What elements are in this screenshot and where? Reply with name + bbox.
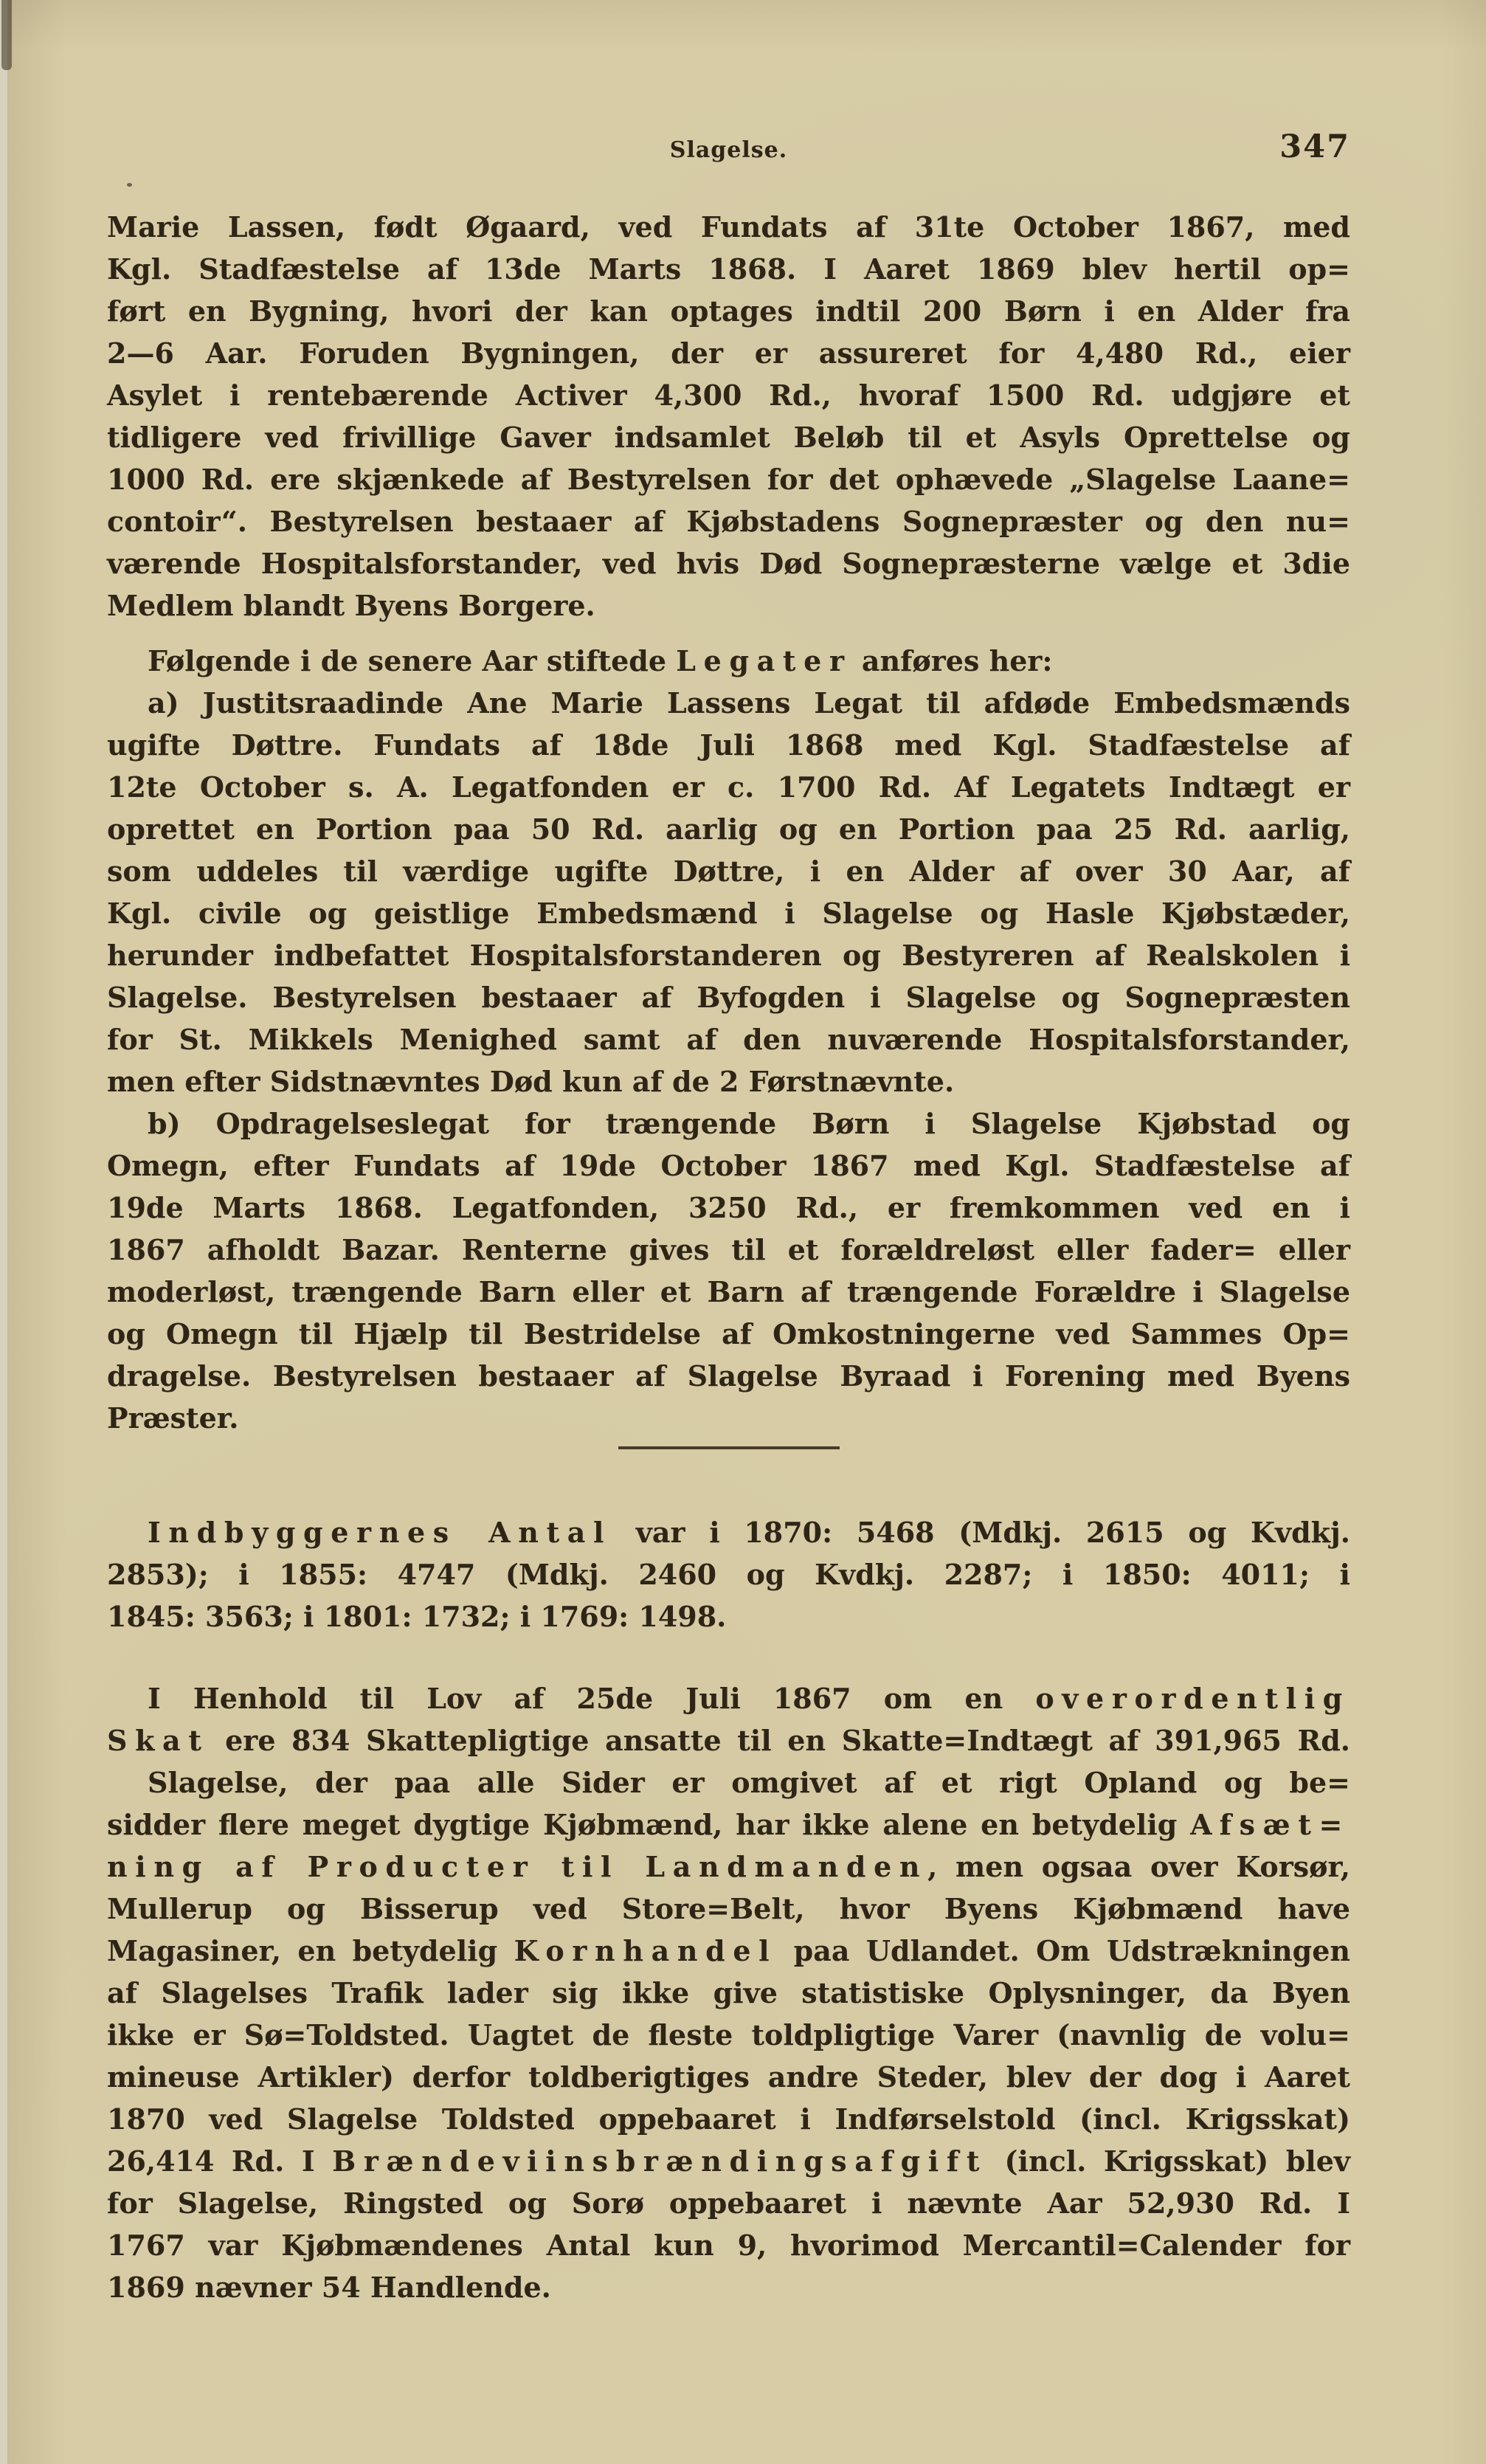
para-legat-a <box>107 682 1350 1102</box>
text-run: a) Justitsraadinde Ane Marie Lassens Legat til afdøde Embedsmænds <box>148 686 1350 719</box>
emphasized-text: Indbyggernes Antal <box>148 1516 612 1549</box>
page-number: 347 <box>1279 128 1350 165</box>
para-asyl-continuation <box>107 206 1350 627</box>
text-run: for St. Mikkels Menighed samt af den nuværende Hospitalsforstander, <box>107 1023 1350 1056</box>
text-run: som uddeles til værdige ugifte Døttre, i en Alder af over 30 Aar, af <box>107 855 1350 888</box>
text-run: Slagelse. Bestyrelsen bestaaer af Byfogden i Slagelse og Sognepræsten <box>107 981 1350 1014</box>
text-run: ugifte Døttre. Fundats af 18de Juli 1868 med Kgl. Stadfæstelse af <box>107 728 1350 762</box>
text-run: mineuse Artikler) derfor toldberigtiges andre Steder, blev der dog i Aaret <box>107 2060 1350 2094</box>
text-run: ikke er Sø=Toldsted. Uagtet de fleste toldpligtige Varer (navnlig de volu= <box>107 2018 1350 2051</box>
text-run: og Omegn til Hjælp til Bestridelse af Omkostningerne ved Sammes Op= <box>107 1317 1350 1350</box>
text-line <box>107 2182 1350 2224</box>
emphasized-text: Legater <box>676 644 852 677</box>
text-run: ført en Bygning, hvori der kan optages indtil 200 Børn i en Alder fra <box>107 294 1350 328</box>
para-population <box>107 1511 1350 1638</box>
text-line <box>107 766 1350 808</box>
text-run: (incl. Krigsskat) blev <box>987 2144 1350 2178</box>
running-head <box>107 128 1350 176</box>
text-line <box>107 416 1350 458</box>
text-line <box>107 1888 1350 1930</box>
text-line <box>107 206 1350 248</box>
text-run: I Henhold til Lov af 25de Juli 1867 om en <box>148 1682 1036 1715</box>
emphasized-text: overordentlig <box>1035 1682 1350 1715</box>
text-run: Kgl. civile og geistlige Embedsmænd i Slagelse og Hasle Kjøbstæder, <box>107 897 1350 930</box>
text-line <box>107 724 1350 766</box>
text-line <box>107 1719 1350 1761</box>
text-run: Præster. <box>107 1401 239 1435</box>
text-line <box>107 584 1350 627</box>
text-line <box>107 976 1350 1018</box>
text-line <box>107 892 1350 934</box>
text-line <box>107 1677 1350 1719</box>
text-run: 1870 ved Slagelse Toldsted oppebaaret i Indførselstold (incl. Krigsskat) <box>107 2102 1350 2136</box>
text-line <box>107 640 1350 682</box>
text-run: 19de Marts 1868. Legatfonden, 3250 Rd., er fremkommen ved en i <box>107 1191 1350 1224</box>
text-line <box>107 682 1350 724</box>
para-trade <box>107 1761 1350 2308</box>
text-line <box>107 1102 1350 1145</box>
text-line <box>107 500 1350 542</box>
text-line <box>107 2014 1350 2056</box>
para-legater-intro <box>107 640 1350 682</box>
text-run: herunder indbefattet Hospitalsforstanderen og Bestyreren af Realskolen i <box>107 939 1350 972</box>
text-run: contoir“. Bestyrelsen bestaaer af Kjøbstadens Sognepræster og den nu= <box>107 505 1350 538</box>
text-run: tidligere ved frivillige Gaver indsamlet Beløb til et Asyls Oprettelse og <box>107 421 1350 454</box>
text-run: 12te October s. A. Legatfonden er c. 1700 Rd. Af Legatets Indtægt er <box>107 770 1350 804</box>
text-run: Marie Lassen, født Øgaard, ved Fundats af 31te October 1867, med <box>107 210 1350 244</box>
text-run: 1869 nævner 54 Handlende. <box>107 2271 551 2304</box>
section-divider <box>618 1446 840 1449</box>
text-run: b) Opdragelseslegat for trængende Børn i Slagelse Kjøbstad og <box>148 1107 1350 1140</box>
text-run: men efter Sidstnævntes Død kun af de 2 Førstnævnte. <box>107 1065 955 1098</box>
emphasized-text: ning af Producter til Landmanden <box>107 1850 928 1883</box>
text-run: af Slagelses Trafik lader sig ikke give statistiske Oplysninger, da Byen <box>107 1976 1350 2009</box>
text-line <box>107 1397 1350 1439</box>
para-tax <box>107 1677 1350 1761</box>
text-line <box>107 2140 1350 2182</box>
text-line <box>107 290 1350 332</box>
text-line <box>107 934 1350 976</box>
text-line <box>107 2224 1350 2266</box>
emphasized-text: Kornhandel <box>514 1934 778 1967</box>
text-run: 1767 var Kjøbmændenes Antal kun 9, hvorimod Mercantil=Calender for <box>107 2229 1350 2262</box>
emphasized-text: Skat <box>107 1724 210 1757</box>
text-line <box>107 1229 1350 1271</box>
text-run: var i 1870: 5468 (Mdkj. 2615 og Kvdkj. <box>612 1516 1350 1549</box>
text-run: 1867 afholdt Bazar. Renterne gives til et forældreløst eller fader= eller <box>107 1233 1350 1266</box>
emphasized-text: Brændeviinsbrændingsafgift <box>332 2144 988 2178</box>
text-line <box>107 542 1350 584</box>
text-run: Slagelse, der paa alle Sider er omgivet af et rigt Opland og be= <box>148 1766 1350 1799</box>
ink-speck <box>127 183 132 187</box>
emphasized-text: Afsæt= <box>1190 1808 1350 1841</box>
text-line <box>107 1187 1350 1229</box>
text-run: dragelse. Bestyrelsen bestaaer af Slagelse Byraad i Forening med Byens <box>107 1359 1350 1393</box>
text-line <box>107 1511 1350 1553</box>
text-line <box>107 458 1350 500</box>
text-line <box>107 808 1350 850</box>
text-run: 1000 Rd. ere skjænkede af Bestyrelsen for det ophævede „Slagelse Laane= <box>107 463 1350 496</box>
text-line <box>107 374 1350 416</box>
text-line <box>107 2098 1350 2140</box>
text-run: Asylet i rentebærende Activer 4,300 Rd., hvoraf 1500 Rd. udgjøre et <box>107 379 1350 412</box>
text-line <box>107 2056 1350 2098</box>
text-run: 26,414 Rd. I <box>107 2144 333 2178</box>
text-line <box>107 1313 1350 1355</box>
text-run: Omegn, efter Fundats af 19de October 1867 med Kgl. Stadfæstelse af <box>107 1149 1350 1182</box>
para-legat-b <box>107 1102 1350 1439</box>
text-block <box>107 206 1350 2308</box>
text-line <box>107 1145 1350 1187</box>
text-run: for Slagelse, Ringsted og Sorø oppebaaret i nævnte Aar 52,930 Rd. I <box>107 2187 1350 2220</box>
scan-corner-smudge <box>1 0 12 70</box>
text-line <box>107 1761 1350 1804</box>
text-line <box>107 248 1350 290</box>
text-line <box>107 1930 1350 1972</box>
text-run: sidder flere meget dygtige Kjøbmænd, har ikke alene en betydelig <box>107 1808 1191 1841</box>
text-run: 1845: 3563; i 1801: 1732; i 1769: 1498. <box>107 1600 727 1633</box>
scan-edge <box>0 0 7 2464</box>
text-run: ere 834 Skattepligtige ansatte til en Skatte=Indtægt af 391,965 Rd. <box>209 1724 1350 1757</box>
text-run: , men ogsaa over Korsør, <box>927 1850 1351 1883</box>
text-run: Følgende i de senere Aar stiftede <box>148 644 677 677</box>
text-run: Kgl. Stadfæstelse af 13de Marts 1868. I Aaret 1869 blev hertil op= <box>107 252 1350 286</box>
text-line <box>107 1804 1350 1846</box>
text-run: 2—6 Aar. Foruden Bygningen, der er assureret for 4,480 Rd., eier <box>107 337 1350 370</box>
text-line <box>107 1595 1350 1638</box>
text-line <box>107 850 1350 892</box>
text-line <box>107 1271 1350 1313</box>
text-line <box>107 332 1350 374</box>
text-line <box>107 1060 1350 1102</box>
text-run: oprettet en Portion paa 50 Rd. aarlig og en Portion paa 25 Rd. aarlig, <box>107 812 1350 846</box>
text-run: værende Hospitalsforstander, ved hvis Død Sognepræsterne vælge et 3die <box>107 547 1350 580</box>
text-line <box>107 1846 1350 1888</box>
text-run: 2853); i 1855: 4747 (Mdkj. 2460 og Kvdkj. 2287; i 1850: 4011; i <box>107 1558 1350 1591</box>
text-line <box>107 1972 1350 2014</box>
running-title: Slagelse. <box>669 137 788 163</box>
text-run: Medlem blandt Byens Borgere. <box>107 589 595 622</box>
text-run: Magasiner, en betydelig <box>107 1934 514 1967</box>
text-line <box>107 1018 1350 1060</box>
text-line <box>107 2266 1350 2308</box>
text-run: anføres her: <box>851 644 1053 677</box>
text-run: paa Udlandet. Om Udstrækningen <box>777 1934 1351 1967</box>
text-line <box>107 1355 1350 1397</box>
text-run: moderløst, trængende Barn eller et Barn af trængende Forældre i Slagelse <box>107 1275 1350 1308</box>
text-line <box>107 1553 1350 1595</box>
text-run: Mullerup og Bisserup ved Store=Belt, hvor Byens Kjøbmænd have <box>107 1892 1350 1925</box>
